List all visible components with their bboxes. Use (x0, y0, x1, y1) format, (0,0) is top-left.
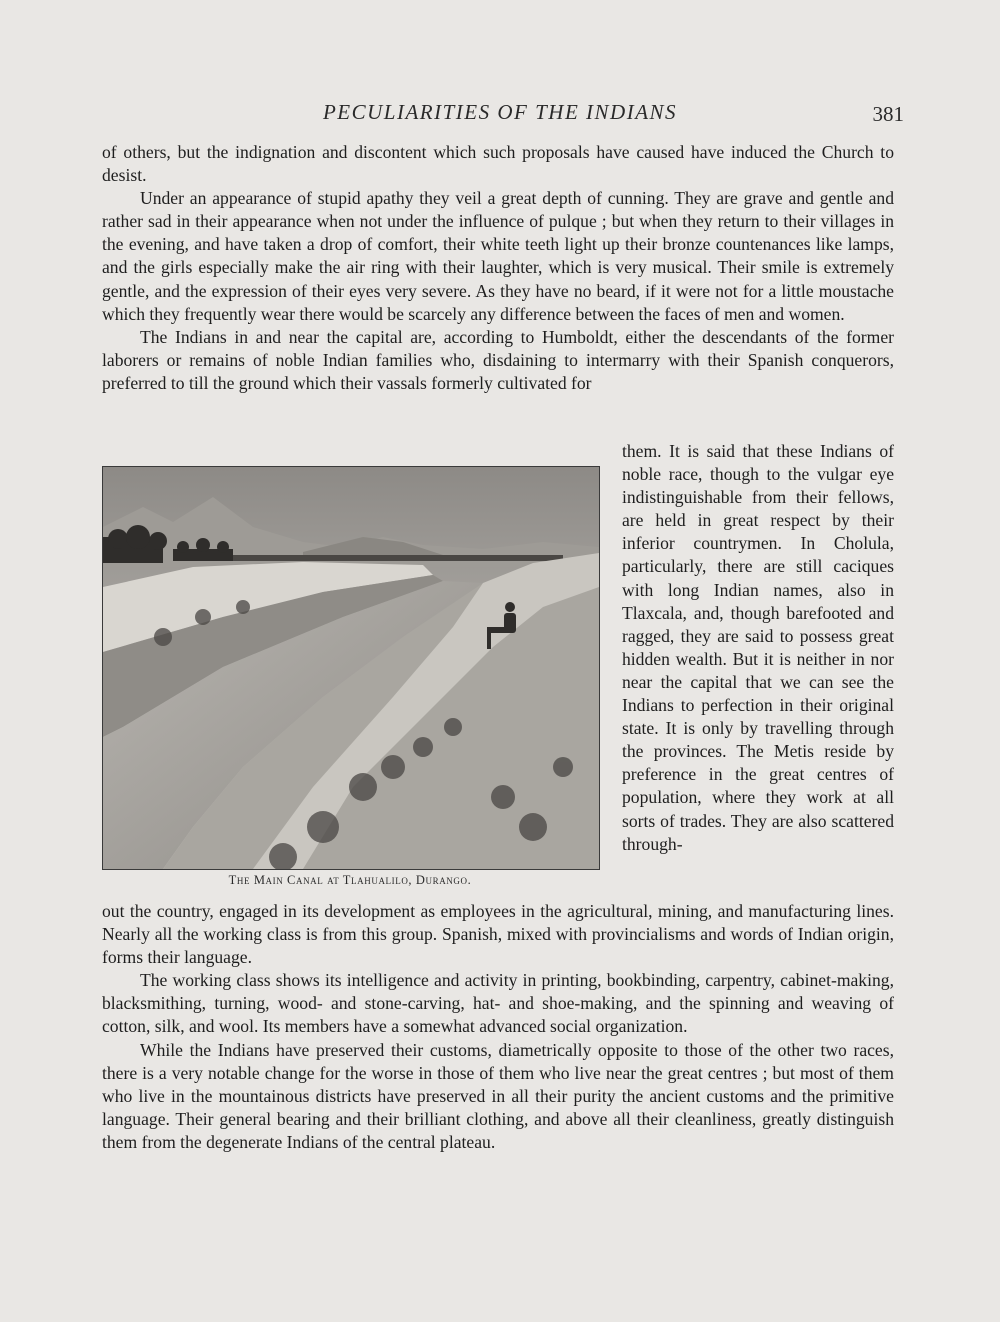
running-header-title: PECULIARITIES OF THE INDIANS (322, 100, 678, 124)
body-text-top (102, 141, 894, 395)
paragraph: out the country, engaged in its development as employees in the agricultural, mining, and manufacturing lines. Nearly all the working class is from this group. Spanish, mixed with provincialisms and words of Indian origin, forms their language. (102, 901, 894, 968)
page-number: 381 (872, 102, 904, 126)
paragraph: The Indians in and near the capital are, according to Humboldt, either the descendants of the former laborers or remains of noble Indian families who, disdaining to intermarry with their Spanish conquerors, preferred to till the ground which their vassals formerly cultivated for (102, 326, 894, 393)
paragraph: Under an appearance of stupid apathy they veil a great depth of cunning. They are grave and gentle and rather sad in their appearance when not under the influence of pulque ; but when they return to their villages in the evening, and have taken a drop of comfort, their white teeth light up their bronze countenances like lamps, and the girls especially make the air ring with their laughter, which is very musical. Their smile is extremely gentle, and the expression of their eyes very severe. As they have no beard, if it were not for a little moustache which they frequently wear there would be scarcely any difference between the faces of men and women. (102, 188, 894, 324)
paragraph: of others, but the indignation and discontent which such proposals have caused have induced the Church to desist. (102, 142, 894, 186)
paragraph: them. It is said that these Indians of noble race, though to the vulgar eye indistinguishable from their fellows, are held in great respect by their inferior countrymen. In Cholula, particularly, there are still caciques with long Indian names, also in Tlaxcala, and, though barefooted and ragged, they are said to possess great hidden wealth. But it is neither in nor near the capital that we can see the Indians to perfection in their original state. It is only by travelling through the provinces. The Metis reside by preference in the great centres of population, where they work at all sorts of trades. They are also scattered through- (622, 441, 894, 854)
figure-wrap-text (622, 440, 894, 856)
body-text-bottom (102, 900, 894, 1154)
figure-caption: The Main Canal at Tlahualilo, Durango. (228, 873, 472, 887)
paragraph: While the Indians have preserved their customs, diametrically opposite to those of the other two races, there is a very notable change for the worse in those of them who live near the great centres ; but most of them who live in the mountainous districts have preserved in all their purity the ancient customs and the primitive language. Their general bearing and their brilliant clothing, and above all their cleanliness, greatly distinguish them from the degenerate Indians of the central plateau. (102, 1039, 894, 1152)
paragraph: The working class shows its intelligence and activity in printing, bookbinding, carpentry, cabinet-making, blacksmithing, turning, wood- and stone-carving, hat- and shoe-making, and the spinning and weaving of cotton, silk, and wool. Its members have a somewhat advanced social organization. (102, 970, 894, 1037)
canal-photograph (102, 466, 600, 870)
